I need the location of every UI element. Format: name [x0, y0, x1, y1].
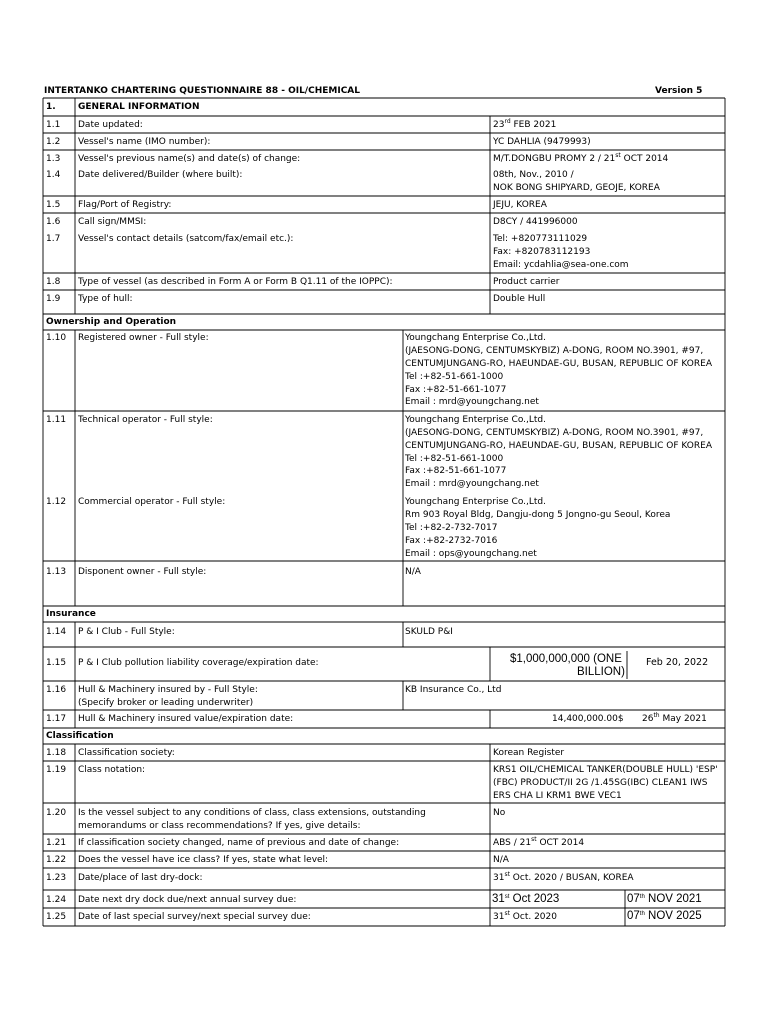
coverage-amount: $1,000,000,000 (ONE [510, 653, 622, 665]
field-label: Commercial operator - Full style: [78, 497, 226, 507]
field-label: Registered owner - Full style: [78, 333, 209, 343]
field-value: M/T.DONGBU PROMY 2 / 21st OCT 2014 [493, 152, 669, 164]
row-number: 1.1 [46, 120, 61, 130]
row-number: 1.11 [46, 415, 67, 425]
row-number: 1.23 [46, 873, 67, 883]
field-label: Date of last special survey/next special survey due: [78, 912, 311, 922]
field-label: Vessel's previous name(s) and date(s) of change: [78, 154, 301, 164]
next-annual-survey-date: 07th NOV 2021 [627, 893, 702, 905]
row-number: 1.2 [46, 137, 61, 147]
field-value: ERS CHA LI KRM1 BWE VEC1 [493, 791, 622, 801]
field-value: ABS / 21st OCT 2014 [493, 836, 585, 848]
field-value: Tel: +820773111029 [493, 234, 588, 244]
field-value: (JAESONG-DONG, CENTUMSKYBIZ) A-DONG, ROOM NO.3901, #97, [405, 346, 704, 356]
field-value: No [493, 808, 506, 818]
field-value: KB Insurance Co., Ltd [405, 685, 502, 695]
field-value: Email: ycdahlia@sea-one.com [493, 260, 629, 270]
expiration-date: Feb 20, 2022 [646, 657, 709, 668]
coverage-amount: BILLION) [577, 666, 625, 678]
field-value: Tel :+82-51-661-1000 [405, 454, 504, 464]
insured-value: 14,400,000.00$ [552, 714, 624, 724]
field-label: Class notation: [78, 765, 146, 775]
row-number: 1.9 [46, 294, 61, 304]
row-number: 1.22 [46, 855, 67, 865]
field-value: 31st Oct. 2020 / BUSAN, KOREA [493, 871, 634, 883]
field-value: (JAESONG-DONG, CENTUMSKYBIZ) A-DONG, ROOM NO.3901, #97, [405, 428, 704, 438]
field-value: Fax: +820783112193 [493, 247, 591, 257]
section-title: GENERAL INFORMATION [78, 102, 200, 112]
field-value: Fax :+82-51-661-1077 [405, 466, 507, 476]
row-number: 1.14 [46, 627, 67, 637]
next-dry-dock-date: 31st Oct 2023 [492, 893, 560, 905]
field-label: Classification society: [78, 748, 175, 758]
field-value: JEJU, KOREA [493, 200, 547, 210]
field-value: Email : mrd@youngchang.net [405, 397, 539, 407]
row-number: 1.17 [46, 714, 67, 724]
field-value: Korean Register [493, 748, 565, 758]
row-number: 1.21 [46, 838, 67, 848]
field-value: Fax :+82-2732-7016 [405, 536, 498, 546]
document-title: INTERTANKO CHARTERING QUESTIONNAIRE 88 - OIL/CHEMICAL [44, 86, 360, 96]
field-value: Rm 903 Royal Bldg, Dangju-dong 5 Jongno-gu Seoul, Korea [405, 510, 671, 520]
row-number: 1.25 [46, 912, 67, 922]
document-version: Version 5 [655, 86, 703, 96]
field-value: 23rd FEB 2021 [493, 118, 557, 130]
section-title: Classification [46, 731, 114, 741]
row-number: 1.3 [46, 154, 61, 164]
row-number: 1.19 [46, 765, 67, 775]
row-number: 1.8 [46, 277, 61, 287]
field-label: Type of vessel (as described in Form A or Form B Q1.11 of the IOPPC): [78, 277, 393, 287]
field-value: YC DAHLIA (9479993) [493, 137, 591, 147]
field-value: N/A [493, 855, 509, 865]
section-number: 1. [46, 102, 56, 112]
field-value: SKULD P&I [405, 627, 453, 637]
expiration-date: 26th May 2021 [642, 712, 707, 724]
field-label: Vessel's name (IMO number): [78, 137, 211, 147]
field-value: D8CY / 441996000 [493, 217, 578, 227]
field-label: Hull & Machinery insured by - Full Style: [78, 685, 258, 695]
field-label: Call sign/MMSI: [78, 217, 147, 227]
row-number: 1.6 [46, 217, 61, 227]
row-number: 1.18 [46, 748, 67, 758]
field-value: 08th, Nov., 2010 / [493, 170, 574, 180]
field-label: Disponent owner - Full style: [78, 567, 207, 577]
row-number: 1.12 [46, 497, 67, 507]
field-value: Double Hull [493, 294, 546, 304]
field-label: Date/place of last dry-dock: [78, 873, 203, 883]
field-label: Hull & Machinery insured value/expiration date: [78, 714, 294, 724]
section-title: Ownership and Operation [46, 317, 177, 327]
field-label: Date delivered/Builder (where built): [78, 170, 243, 180]
field-label: (Specify broker or leading underwriter) [78, 698, 254, 708]
field-label: Date updated: [78, 120, 143, 130]
last-special-survey-date: 31st Oct. 2020 [493, 910, 557, 922]
field-label: Vessel's contact details (satcom/fax/email etc.): [78, 234, 294, 244]
field-value: Email : ops@youngchang.net [405, 549, 537, 559]
section-title: Insurance [46, 609, 96, 619]
row-number: 1.5 [46, 200, 61, 210]
field-label: Is the vessel subject to any conditions of class, class extensions, outstanding [78, 808, 426, 818]
field-value: KRS1 OIL/CHEMICAL TANKER(DOUBLE HULL) 'ESP' [493, 765, 718, 775]
field-value: Email : mrd@youngchang.net [405, 479, 539, 489]
row-number: 1.15 [46, 658, 67, 668]
next-special-survey-date: 07th NOV 2025 [627, 910, 702, 922]
row-number: 1.20 [46, 808, 67, 818]
field-value: Youngchang Enterprise Co.,Ltd. [405, 415, 547, 425]
row-number: 1.10 [46, 333, 67, 343]
field-label: P & I Club pollution liability coverage/expiration date: [78, 658, 319, 668]
row-number: 1.24 [46, 895, 67, 905]
field-value: NOK BONG SHIPYARD, GEOJE, KOREA [493, 183, 660, 193]
field-label: If classification society changed, name of previous and date of change: [78, 838, 400, 848]
field-label: Does the vessel have ice class? If yes, state what level: [78, 855, 329, 865]
field-value: Fax :+82-51-661-1077 [405, 385, 507, 395]
field-value: Product carrier [493, 277, 560, 287]
field-label: Flag/Port of Registry: [78, 200, 172, 210]
row-number: 1.13 [46, 567, 67, 577]
field-label: Type of hull: [78, 294, 133, 304]
row-number: 1.7 [46, 234, 61, 244]
field-value: Youngchang Enterprise Co.,Ltd. [405, 497, 547, 507]
field-label: Date next dry dock due/next annual survey due: [78, 895, 297, 905]
field-value: Tel :+82-2-732-7017 [405, 523, 498, 533]
field-value: (FBC) PRODUCT/II 2G /1.45SG(IBC) CLEAN1 IWS [493, 778, 708, 788]
field-label: Technical operator - Full style: [78, 415, 213, 425]
row-number: 1.4 [46, 170, 61, 180]
field-value: CENTUMJUNGANG-RO, HAEUNDAE-GU, BUSAN, REPUBLIC OF KOREA [405, 359, 712, 369]
field-label: memorandums or class recommendations? If yes, give details: [78, 821, 361, 831]
field-value: Youngchang Enterprise Co.,Ltd. [405, 333, 547, 343]
field-value: Tel :+82-51-661-1000 [405, 372, 504, 382]
field-value: N/A [405, 567, 421, 577]
field-value: CENTUMJUNGANG-RO, HAEUNDAE-GU, BUSAN, REPUBLIC OF KOREA [405, 441, 712, 451]
row-number: 1.16 [46, 685, 67, 695]
field-label: P & I Club - Full Style: [78, 627, 175, 637]
